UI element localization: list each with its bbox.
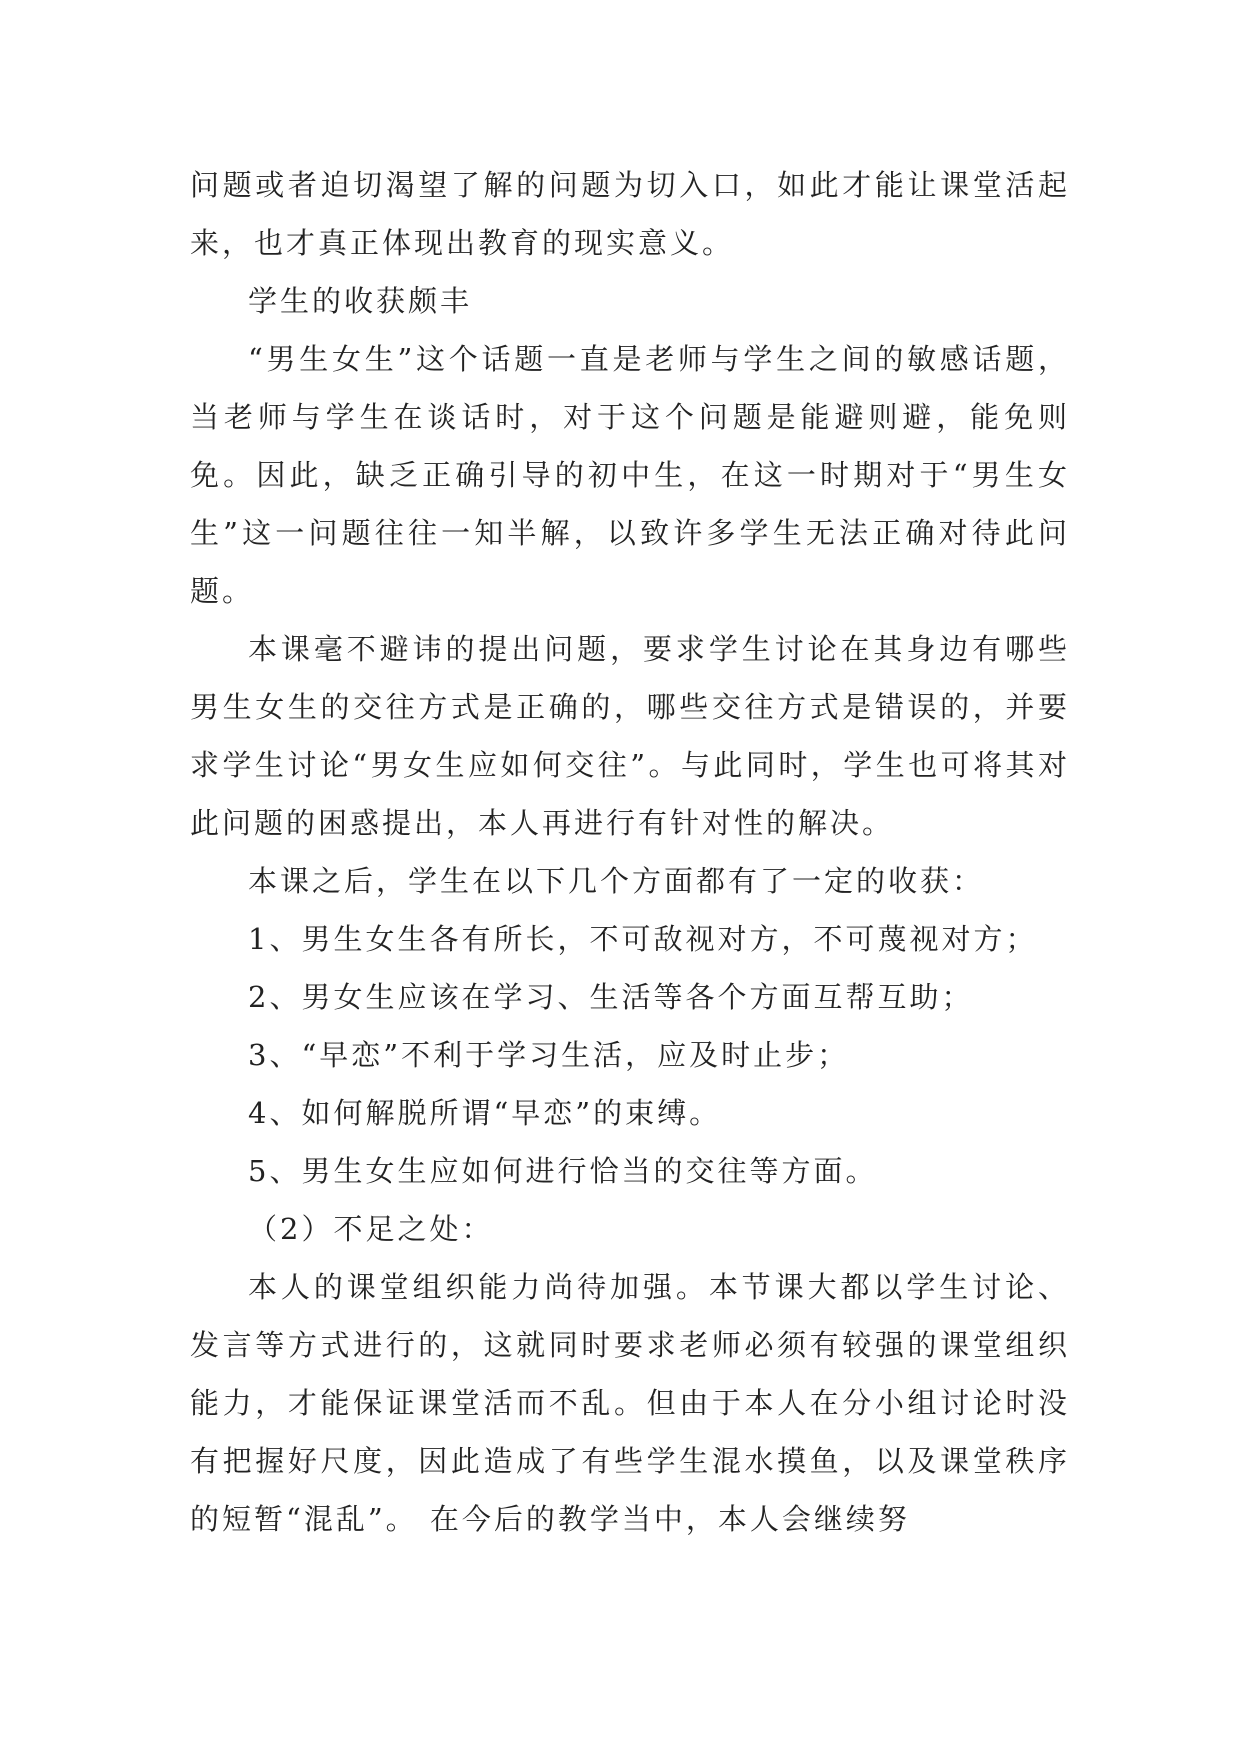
list-item-3: 3、“早恋”不利于学习生活，应及时止步； <box>248 1038 850 1072</box>
paragraph-5: 本课之后，学生在以下几个方面都有了一定的收获： <box>248 864 985 898</box>
list-item-1: 1、男生女生各有所长，不可敌视对方，不可蔑视对方； <box>248 922 1038 956</box>
list-item-2: 2、男女生应该在学习、生活等各个方面互帮互助； <box>248 980 974 1014</box>
paragraph-4: 本课毫不避讳的提出问题，要求学生讨论在其身边有哪些男生女生的交往方式是正确的，哪些交往方式是错误的，并要求学生讨论“男女生应如何交往”。与此同时，学生也可将其对此问题的困惑提出，本人再进行有针对性的解决。 <box>190 632 1070 840</box>
section-heading-shortcomings: （2）不足之处： <box>248 1212 494 1246</box>
paragraph-12: 本人的课堂组织能力尚待加强。本节课大都以学生讨论、发言等方式进行的，这就同时要求老师必须有较强的课堂组织能力，才能保证课堂活而不乱。但由于本人在分小组讨论时没有把握好尺度，因此造成了有些学生混水摸鱼，以及课堂秩序的短暂“混乱”。 在今后的教学当中，本人会继续努 <box>190 1270 1070 1536</box>
section-heading-student-gains: 学生的收获颇丰 <box>248 284 473 318</box>
list-item-5: 5、男生女生应如何进行恰当的交往等方面。 <box>248 1154 878 1188</box>
paragraph-3: “男生女生”这个话题一直是老师与学生之间的敏感话题，当老师与学生在谈话时，对于这个问题是能避则避，能免则免。因此，缺乏正确引导的初中生，在这一时期对于“男生女生”这一问题往往一知半解，以致许多学生无法正确对待此问题。 <box>190 342 1070 608</box>
document-body <box>190 156 1070 1548</box>
list-item-4: 4、如何解脱所谓“早恋”的束缚。 <box>248 1096 722 1130</box>
paragraph-1: 问题或者迫切渴望了解的问题为切入口，如此才能让课堂活起来，也才真正体现出教育的现实意义。 <box>190 168 1070 260</box>
